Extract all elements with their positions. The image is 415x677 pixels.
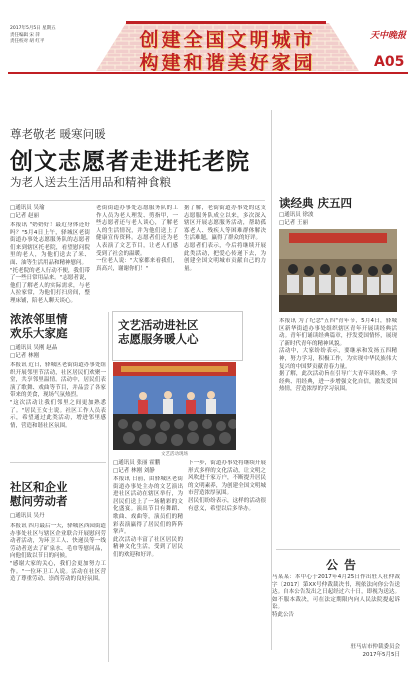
left-body-1: 本报讯 近日，驿城区老街街道办事处组织开展邻里节活动，社区居民们欢聚一堂，共享邻里温情。活动中，居民们表演了歌舞、戏曲等节目，并品尝了各家带来的美食，现场气氛热烈。 "这次活动让我们邻里之间更加熟悉了。"居民王女士说。社区工作人员表示，希望通过此类活动，增进邻里感情，营造和谐社区氛围。 (10, 362, 106, 429)
right-heading: 读经典 庆五四 (279, 196, 353, 210)
center-body-a: 本报讯 日前，由驿城区老街街道办事处主办的文艺演出进社区活动在辖区举行，为居民们送上了一场精彩的文化盛宴。演出节目有舞蹈、歌曲、戏曲等，演员们的精彩表演赢得了居民们的阵阵掌声。 此次活动丰富了社区居民的精神文化生活，受到了居民们的欢迎和好评。 (113, 476, 183, 558)
stage-performance-image-icon (113, 362, 236, 450)
main-kicker: 尊老敬老 暖寒问暖 (10, 127, 106, 141)
main-subhead: 为老人送去生活用品和精神食粮 (10, 175, 171, 189)
center-byline: □通讯员 张丽 霍鹏 □记者 林刚 刘静 (113, 460, 161, 474)
left-body-2: 本报讯 四月最后一天，驿城区西园街道办事处社区与辖区企业联合开展慰问劳动者活动，为环卫工人、快递员等一线劳动者送去了矿泉水、毛巾等慰问品，向他们致以节日的问候。 "感谢大家的关心，我们会更加努力工作。"一位环卫工人说。活动在社区营造了尊重劳动、崇尚劳动的良好氛围。 (10, 523, 106, 583)
main-byline: □通讯员 吴瑜 □记者 赵丽 (10, 205, 45, 219)
right-byline: □通讯员 徐波 □记者 王丽 (279, 212, 314, 226)
left-byline-1: □通讯员 吴刚 赵晶 □记者 林刚 (10, 345, 58, 359)
page-header-info (10, 26, 90, 46)
notice-date: 2017年5月5日 (362, 651, 400, 658)
notice-signature: 驻马店市仲裁委员会 (350, 644, 400, 650)
column-divider (271, 110, 272, 650)
photo-caption: 文艺活动现场 (161, 452, 188, 457)
banner-line-2: 构建和谐美好家园 (139, 52, 316, 71)
main-headline: 创文志愿者走进托老院 (10, 149, 250, 175)
page-number: A05 (374, 54, 405, 70)
banner-line-1: 创建全国文明城市 (139, 29, 316, 51)
performance-photo (113, 362, 236, 450)
notice-box (272, 574, 400, 659)
proof-line: 责任校对 胡 红平 (10, 39, 45, 44)
divider (276, 549, 400, 550)
header-banner (86, 21, 369, 71)
right-body: 本报讯 为了纪念"五四"青年节，5月4日，驿城区新华街道办事处组织辖区青年开展读经典活动。青年们诵读经典篇章，抒发爱国情怀，展现了新时代青年的精神风貌。 活动中，大家纷纷表示，要继承和发扬五四精神，努力学习，积极工作，为实现中华民族伟大复兴的中国梦贡献青春力量。 据了解，此次活动旨在引导广大青年读经典、学经典、用经典，进一步增强文化自信，激发爱国热情，营造浓厚的学习氛围。 (279, 318, 397, 393)
left-heading-2: 社区和企业 慰问劳动者 (10, 480, 68, 508)
center-body-b: 下一步，街道办事处将继续开展形式多样的文化活动，让文明之风吹进千家万户，不断提升居民的文明素养，为创建全国文明城市营造浓厚氛围。 居民们纷纷表示，这样的活动很有意义，希望以后多举办。 (188, 460, 266, 512)
notice-body: 马某某：本中心于2017年4月25日作出驻人社仲裁字〔2017〕第XX号仲裁裁决书，现依法向你公告送达。自本公告发出之日起经过六十日，即视为送达。如不服本裁决，可在法定期限内向人民法院提起诉讼。 特此公告 (272, 574, 400, 618)
left-heading-1: 浓浓邻里情 欢乐大家庭 (10, 312, 68, 340)
feature-heading: 文艺活动进社区 志愿服务暖人心 (118, 318, 199, 346)
column-divider (108, 312, 109, 662)
group-reading-image-icon (279, 229, 397, 312)
divider (10, 200, 265, 201)
divider (10, 462, 106, 463)
main-body-col3: 据了解，老街街道办事处的这支志愿服务队成立以来，多次深入辖区开展志愿服务活动，帮助孤寡老人、残疾人等困难群体解决生活难题，赢得了群众的好评。 志愿者们表示，今后将继续开展此类活动，把爱心传递下去，为创建全国文明城市贡献自己的力量。 (184, 205, 266, 272)
main-body-col1: 本报讯 "奶奶好！最近身体还好吗？"5月4日上午，驿城区老街街道办事处志愿服务队的志愿者们来到辖区托老院，看望慰问院里的老人，为他们送去了米、面、油等生活用品和精神慰问。 "托老院的老人行动不便，我们带了一些日常用品来。"志愿者说，他们了解老人的实际需求，与老人拉家常，为他们打扫房间，整理床铺，陪老人聊天谈心。 (10, 222, 90, 304)
date-line: 2017年5月5日 星期五 (10, 26, 56, 31)
editor-line: 责任编辑 宋 萍 (10, 32, 40, 38)
main-body-col2: 老街街道办事处志愿服务队的工作人员为老人理发、剪指甲，一些志愿者还与老人谈心，了解老人的生活情况，并为他们送上了健康宣传资料。志愿者们还为老人表演了文艺节目，让老人们感受到了社会的温暖。 一位老人说："大家都来看我们，真高兴，谢谢你们！" (96, 205, 178, 272)
header-rule (8, 72, 408, 74)
left-byline-2: □通讯员 吴丹 (10, 513, 45, 519)
newspaper-brand: 天中晚报 (370, 31, 407, 41)
reading-event-photo (279, 229, 397, 312)
notice-title: 公告 (326, 558, 363, 572)
